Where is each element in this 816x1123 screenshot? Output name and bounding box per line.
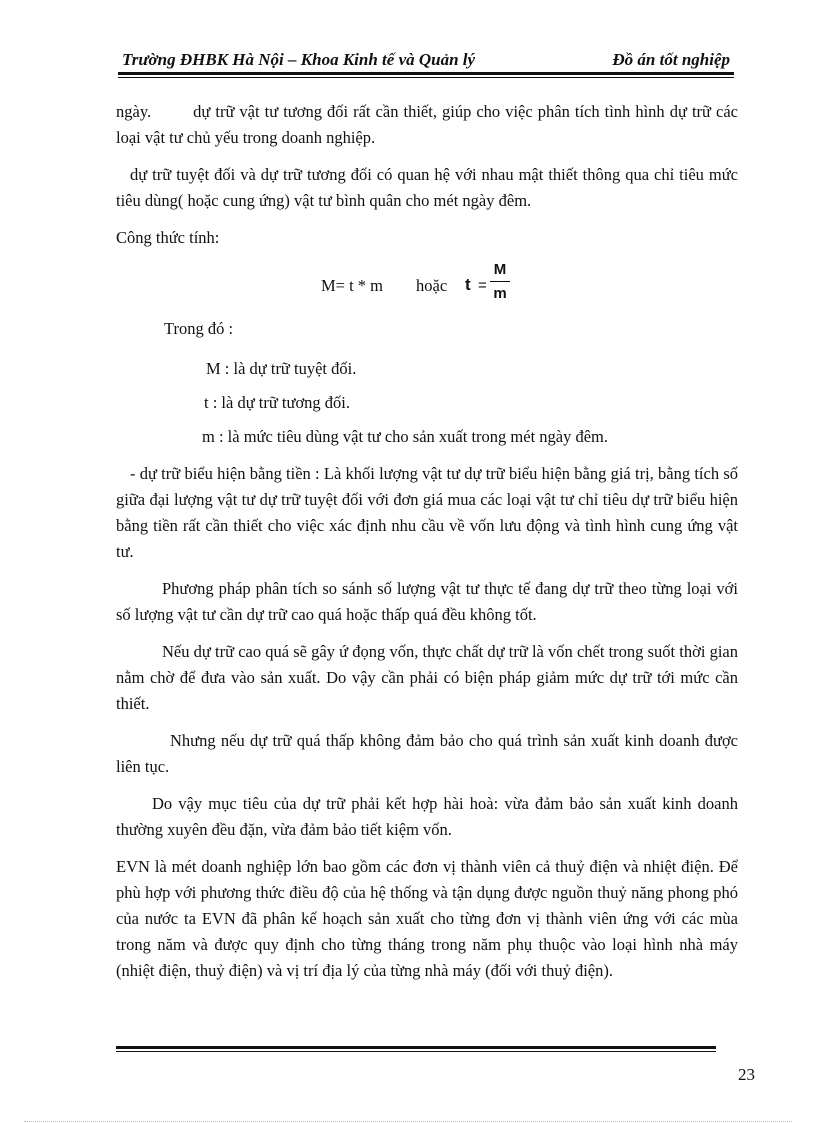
page-number: 23 bbox=[738, 1065, 755, 1084]
paragraph-8: EVN là mét doanh nghiệp lớn bao gồm các đơn vị thành viên cả thuỷ điện và nhiệt điện. Để phù hợp với phương thức điều độ của hệ thống và tận dụng được nguồn thuỷ năng phong phó của nước ta EVN đã phân kế hoạch sản xuất cho từng đơn vị thành viên ứng với các mùa trong năm và được quy định cho từng tháng trong năm phụ thuộc vào loại hình nhà máy (nhiệt điện, thuỷ điện) và vị trí địa lý của từng nhà máy (đối với thuỷ điện). bbox=[116, 857, 738, 980]
formula-fraction bbox=[490, 260, 510, 304]
header-document-type: Đồ án tốt nghiệp bbox=[612, 50, 730, 69]
page-edge-dotted-line bbox=[24, 1121, 792, 1122]
footer-rule bbox=[116, 1046, 716, 1049]
paragraph-4: Phương pháp phân tích so sánh số lượng vật tư thực tế đang dự trữ theo từng loại với số lượng vật tư cần dự trữ cao quá hoặc thấp quá đều không tốt. bbox=[116, 579, 738, 624]
formula-or: hoặc bbox=[416, 276, 448, 295]
header-institution: Trường ĐHBK Hà Nội – Khoa Kinh tế và Quản lý bbox=[122, 50, 476, 69]
paragraph-3: - dự trữ biểu hiện bằng tiền : Là khối lượng vật tư dự trữ biểu hiện bằng giá trị, bằng tích số giữa đại lượng vật tư dự trữ tuyệt đối với đơn giá mua các loại vật tư chỉ tiêu dự trữ biểu hiện bằng tiền rất cần thiết cho việc xác định nhu cầu về vốn lưu động và tình hình cung ứng vật tư. bbox=[116, 464, 738, 561]
formula-equals: = bbox=[478, 277, 487, 294]
paragraph-1-rest: dự trữ vật tư tương đối rất cần thiết, giúp cho việc phân tích tình hình dự trữ các loại vật tư chủ yếu trong doanh nghiệp. bbox=[116, 102, 738, 147]
fraction-numerator: M bbox=[493, 261, 507, 278]
paragraph-7: Do vậy mục tiêu của dự trữ phải kết hợp hài hoà: vừa đảm bảo sản xuất kinh doanh thường xuyên đều đặn, vừa đảm bảo tiết kiệm vốn. bbox=[116, 794, 738, 839]
definition-m-lower: m : là mức tiêu dùng vật tư cho sản xuất trong mét ngày đêm. bbox=[202, 427, 609, 446]
definition-t: t : là dự trữ tương đối. bbox=[204, 393, 351, 412]
definition-m-upper: M : là dự trữ tuyệt đối. bbox=[206, 359, 357, 378]
header-rule bbox=[118, 72, 734, 75]
formula-expression: M= t * m bbox=[321, 276, 384, 295]
header-rule-thin bbox=[118, 77, 734, 78]
formula-label: Công thức tính: bbox=[116, 228, 220, 247]
formula bbox=[116, 262, 738, 308]
paragraph-1 bbox=[116, 99, 738, 151]
footer-rule-thin bbox=[116, 1051, 716, 1052]
page-body bbox=[116, 99, 738, 995]
where-label: Trong đó : bbox=[164, 319, 234, 338]
formula-lhs: t bbox=[465, 275, 471, 294]
fraction-denominator: m bbox=[493, 285, 507, 302]
page-header bbox=[118, 44, 734, 74]
paragraph-2: dự trữ tuyệt đối và dự trữ tương đối có quan hệ với nhau mật thiết thông qua chỉ tiêu mức tiêu dùng( hoặc cung ứng) vật tư bình quân cho mét ngày đêm. bbox=[116, 165, 738, 210]
fraction-bar bbox=[490, 281, 510, 282]
paragraph-6: Nhưng nếu dự trữ quá thấp không đảm bảo cho quá trình sản xuất kinh doanh được liên tục. bbox=[116, 731, 738, 776]
paragraph-1-start: ngày. bbox=[116, 102, 152, 121]
paragraph-5: Nếu dự trữ cao quá sẽ gây ứ đọng vốn, thực chất dự trữ là vốn chết trong suốt thời gian nằm chờ để đưa vào sản xuất. Do vậy cần phải có biện pháp giảm mức dự trữ tới mức cần thiết. bbox=[116, 642, 738, 713]
